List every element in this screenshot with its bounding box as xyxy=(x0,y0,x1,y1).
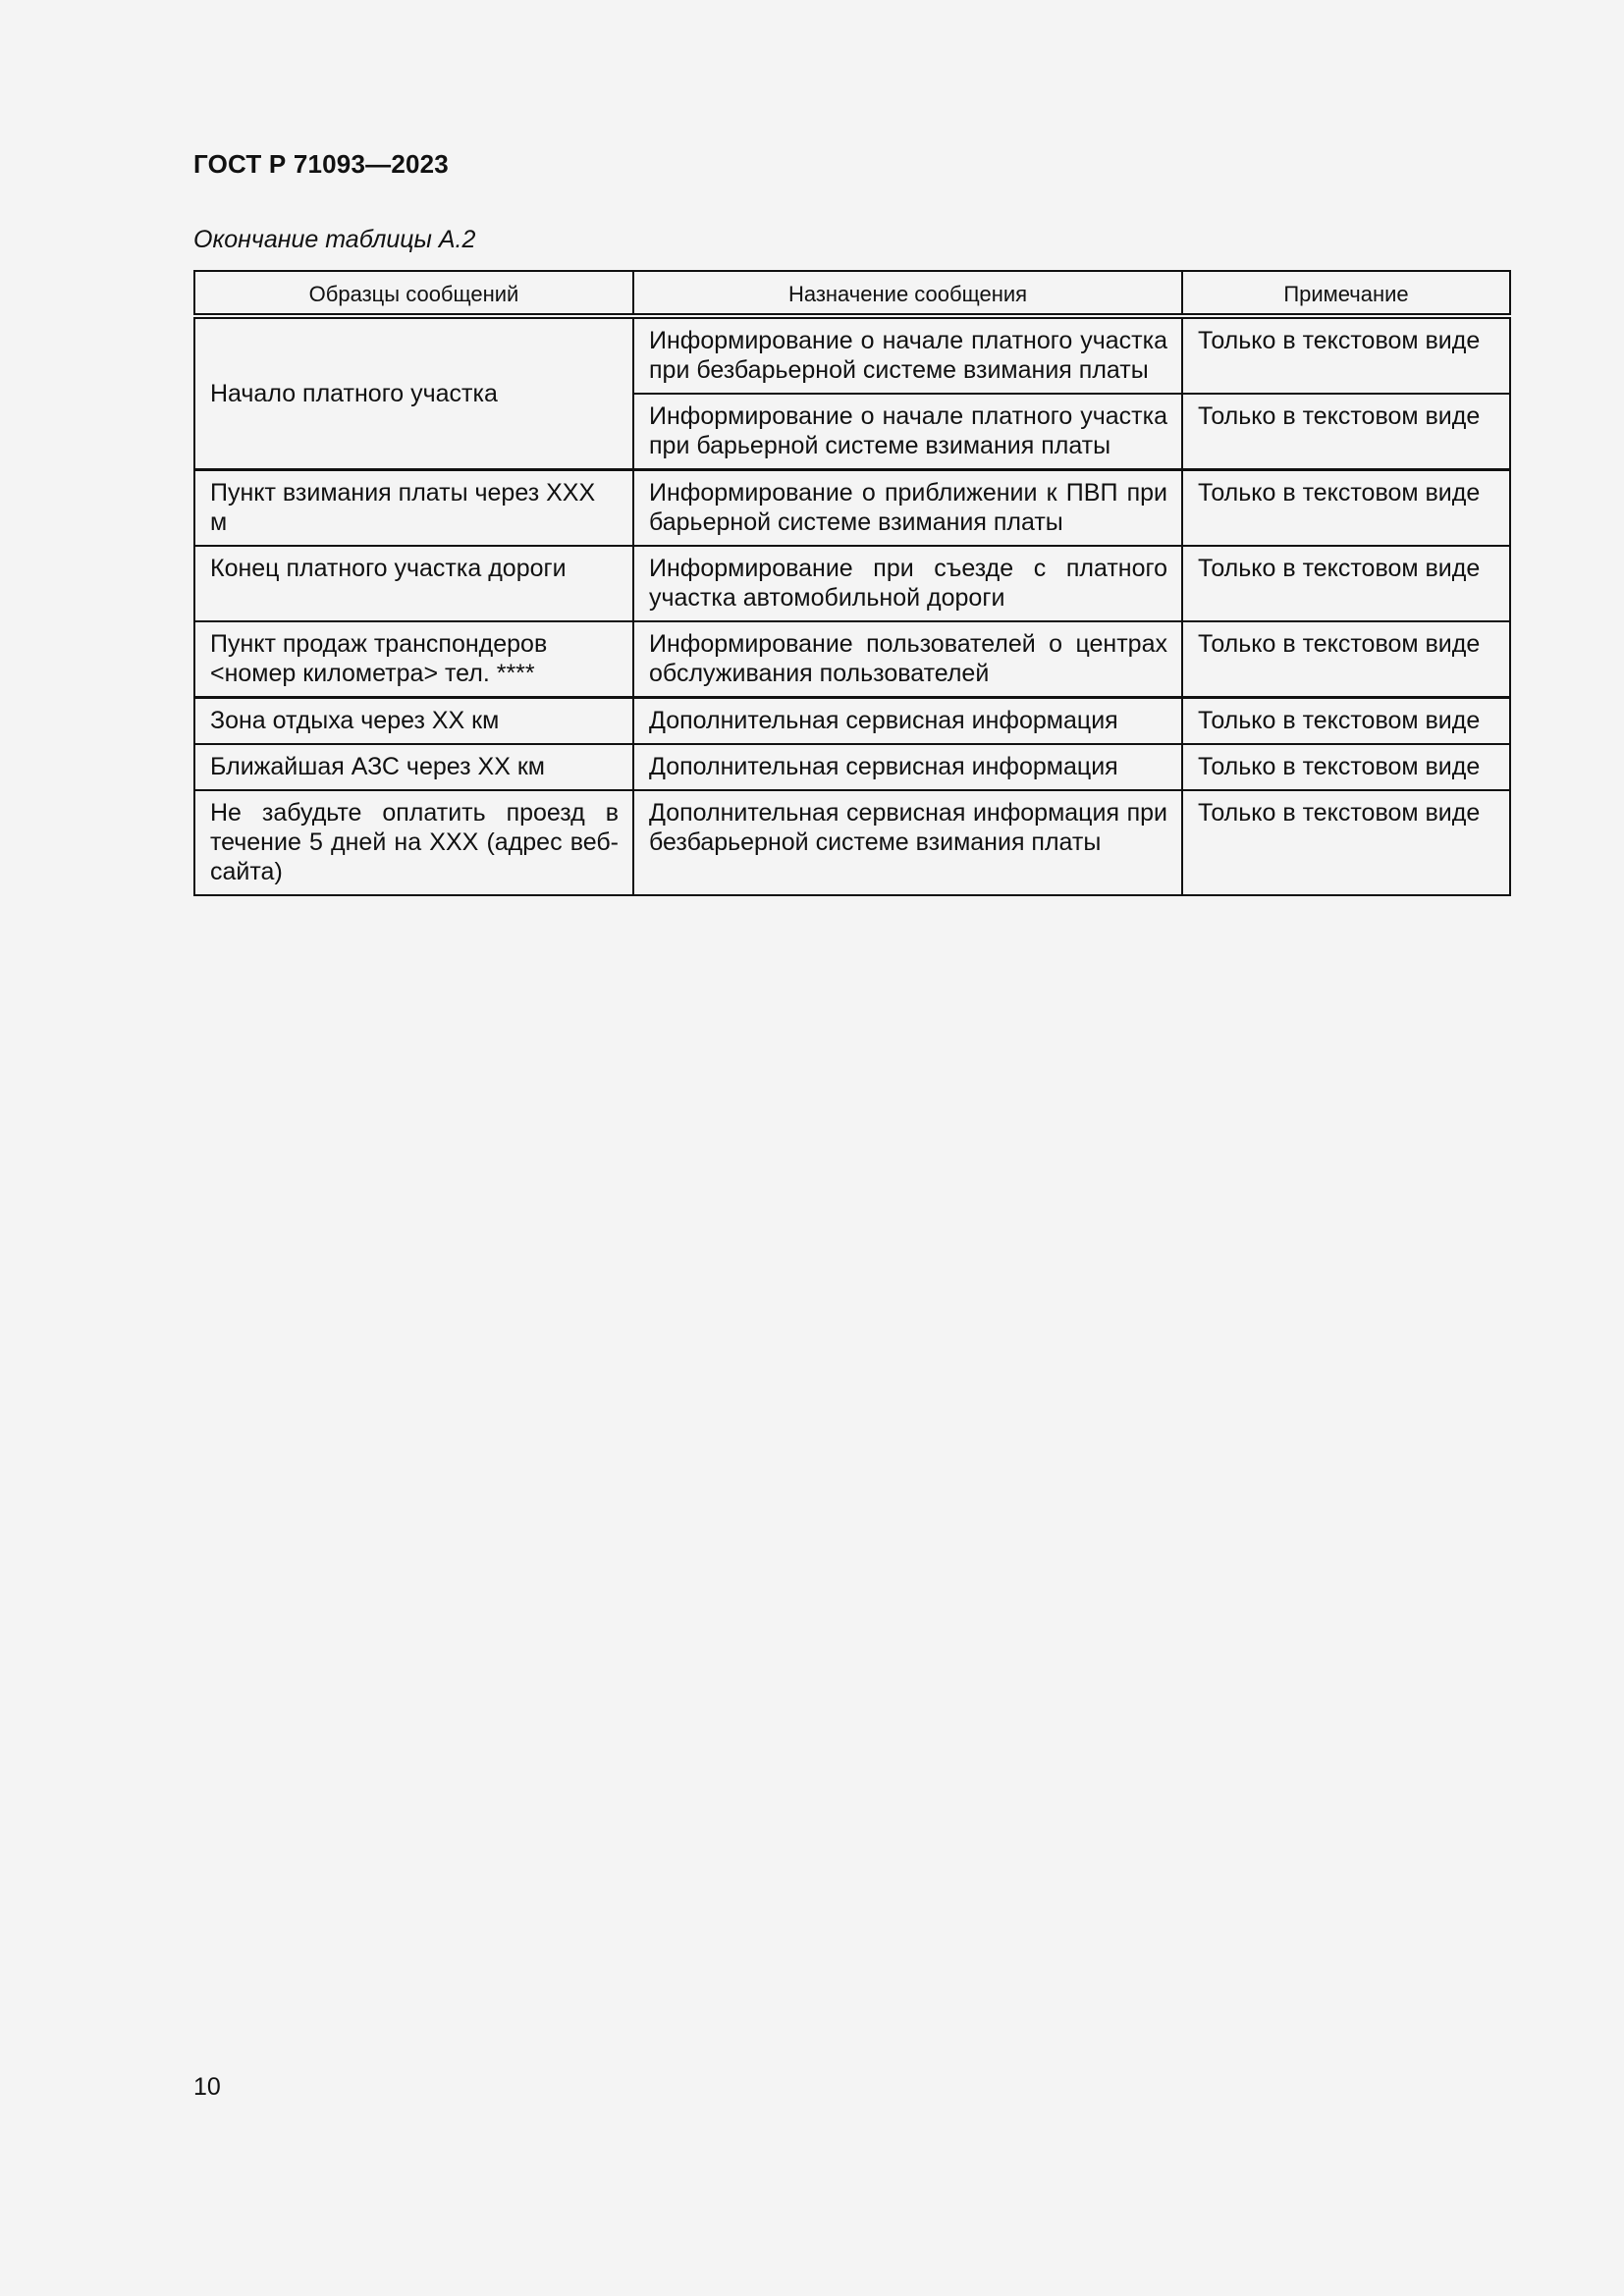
purpose-cell: Дополнительная сервисная информация xyxy=(633,698,1182,745)
sample-cell: Ближайшая АЗС через XX км xyxy=(194,744,633,790)
column-header-note: Примечание xyxy=(1182,271,1510,316)
table-row xyxy=(194,744,1510,790)
note-cell: Только в текстовом виде xyxy=(1182,546,1510,621)
purpose-cell: Дополнительная сервисная информация xyxy=(633,744,1182,790)
purpose-cell: Информирование о начале платного участка при безбарьерной системе взимания платы xyxy=(633,316,1182,394)
table-row xyxy=(194,790,1510,895)
note-cell: Только в текстовом виде xyxy=(1182,621,1510,698)
table-row xyxy=(194,621,1510,698)
column-header-purpose: Назначение сообщения xyxy=(633,271,1182,316)
table-header-row xyxy=(194,271,1510,316)
note-cell: Только в текстовом виде xyxy=(1182,316,1510,394)
purpose-cell: Дополнительная сервисная информация при безбарьерной системе взимания платы xyxy=(633,790,1182,895)
document-header: ГОСТ Р 71093—2023 xyxy=(193,149,449,179)
sample-cell: Зона отдыха через XX км xyxy=(194,698,633,745)
note-cell: Только в текстовом виде xyxy=(1182,698,1510,745)
note-cell: Только в текстовом виде xyxy=(1182,790,1510,895)
table-row xyxy=(194,470,1510,547)
table-row xyxy=(194,546,1510,621)
purpose-cell: Информирование при съезде с платного участка автомобильной дороги xyxy=(633,546,1182,621)
note-cell: Только в текстовом виде xyxy=(1182,470,1510,547)
table-row xyxy=(194,698,1510,745)
column-header-samples: Образцы сообщений xyxy=(194,271,633,316)
sample-cell: Не забудьте оплатить проезд в течение 5 дней на XXX (адрес веб-сайта) xyxy=(194,790,633,895)
sample-cell: Пункт продаж транспондеров <номер километра> тел. **** xyxy=(194,621,633,698)
table-caption: Окончание таблицы А.2 xyxy=(193,226,476,253)
note-cell: Только в текстовом виде xyxy=(1182,744,1510,790)
purpose-cell: Информирование о начале платного участка при барьерной системе взимания платы xyxy=(633,394,1182,470)
messages-table xyxy=(193,270,1511,896)
note-cell: Только в текстовом виде xyxy=(1182,394,1510,470)
page-number: 10 xyxy=(193,2073,221,2101)
sample-cell: Конец платного участка дороги xyxy=(194,546,633,621)
purpose-cell: Информирование пользователей о центрах обслуживания пользователей xyxy=(633,621,1182,698)
sample-cell: Начало платного участка xyxy=(194,316,633,470)
sample-cell: Пункт взимания платы через XXX м xyxy=(194,470,633,547)
purpose-cell: Информирование о приближении к ПВП при барьерной системе взимания платы xyxy=(633,470,1182,547)
table-row xyxy=(194,316,1510,394)
